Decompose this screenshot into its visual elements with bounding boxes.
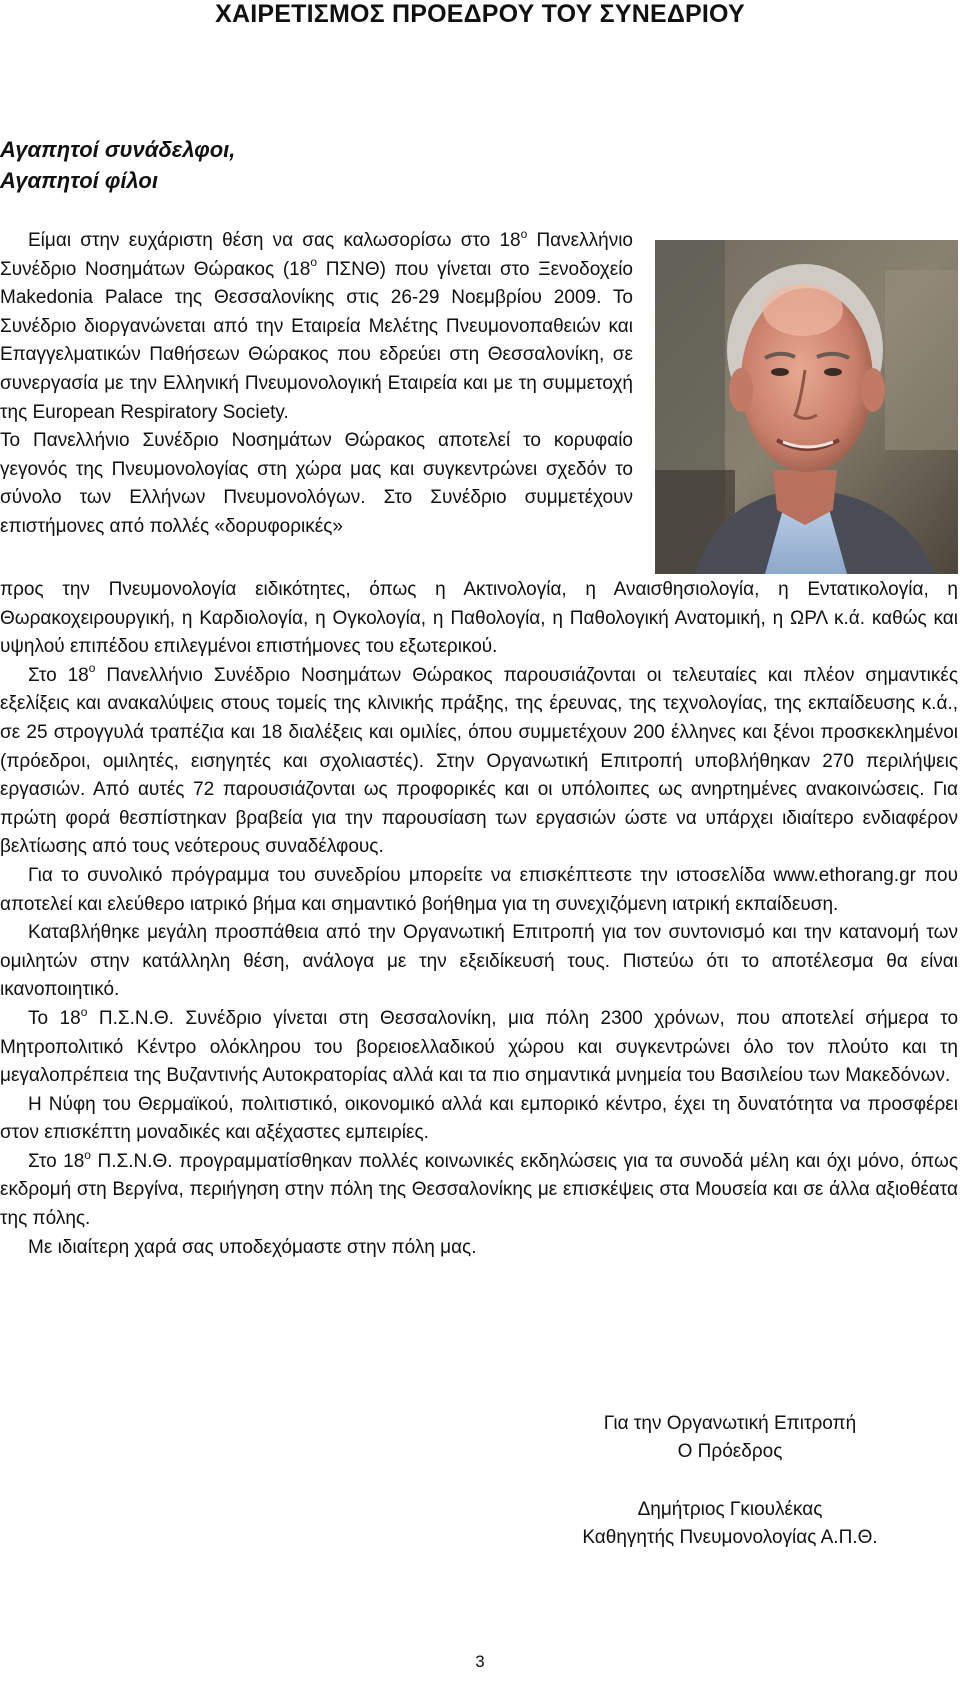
signature-name: Δημήτριος Γκιουλέκας bbox=[637, 1499, 823, 1520]
greeting-line-1: Αγαπητοί συνάδελφοι, bbox=[0, 137, 236, 162]
president-photo bbox=[655, 240, 958, 574]
paragraph-1-part-a: Είμαι στην ευχάριστη θέση να σας καλωσορίσω στο 18 bbox=[28, 230, 521, 251]
page-title: ΧΑΙΡΕΤΙΣΜΟΣ ΠΡΟΕΔΡΟΥ ΤΟΥ ΣΥΝΕΔΡΙΟΥ bbox=[215, 0, 745, 28]
paragraph-1 bbox=[0, 227, 633, 427]
paragraph-3-part-a: Στο 18 bbox=[28, 664, 89, 686]
paragraph-8-part-a: Στο 18 bbox=[28, 1150, 85, 1172]
paragraph-4: Για το συνολικό πρόγραμμα του συνεδρίου μπορείτε να επισκέπτεστε την ιστοσελίδα www.ethorang.gr που αποτελεί και ελεύθερο ιατρικό βήμα και σημαντικό βοήθημα για τη συνεχιζόμενη ιατρική εκπαίδευση. bbox=[0, 864, 958, 915]
paragraph-3-part-b: Πανελλήνιο Συνέδριο Νοσημάτων Θώρακος παρουσιάζονται οι τελευταίες και πλέον σημαντικές εξελίξεις και ανακαλύψεις στους τομείς της κλινικής πράξης, της έρευνας, της τεχνολογίας, της εκπαίδευσης κ.ά., σε 25 στρογγυλά τραπέζια και 18 διαλέξεις και ομιλίες, όπου συμμετέχουν 200 έλληνες και ξένοι προσκεκλημένοι (πρόεδροι, ομιλητές, εισηγητές και σχολιαστές). Στην Οργανωτική Επιτροπή υποβλήθηκαν 270 περιλήψεις εργασιών. Από αυτές 72 παρουσιάζονται ως προφορικές και οι υπόλοιπες ως ανηρτημένες ανακοινώσεις. Για πρώτη φορά θεσπίστηκαν βραβεία για την παρουσίαση των εργασιών ώστε να υπάρχει ιδιαίτερο ενδιαφέρον βελτίωσης από τους νεότερους συναδέλφους. bbox=[0, 664, 958, 858]
page-number: 3 bbox=[475, 1652, 485, 1671]
signature-title: Καθηγητής Πνευμονολογίας Α.Π.Θ. bbox=[582, 1527, 878, 1548]
paragraph-6-part-b: Π.Σ.Ν.Θ. Συνέδριο γίνεται στη Θεσσαλονίκη, μια πόλη 2300 χρόνων, που αποτελεί σήμερα το Μητροπολιτικό Κέντρο ολόκληρου του βορειοελλαδικού χώρου και συγκεντρώνει όλο τον πλούτο και τη μεγαλοπρέπεια της Βυζαντινής Αυτοκρατορίας αλλά και τα πιο σημαντικά μνημεία του Βασιλείου των Μακεδόνων. bbox=[0, 1007, 959, 1087]
paragraph-3-ordinal: ο bbox=[88, 661, 96, 676]
paragraph-9: Με ιδιαίτερη χαρά σας υποδεχόμαστε στην πόλη μας. bbox=[28, 1236, 477, 1258]
paragraph-8 bbox=[0, 1148, 958, 1234]
paragraph-8-ordinal: ο bbox=[84, 1147, 91, 1162]
paragraph-7: Η Νύφη του Θερμαϊκού, πολιτιστικό, οικονομικό αλλά και εμπορικό κέντρο, έχει τη δυνατότητα να προσφέρει στον επισκέπτη μοναδικές και αξέχαστες εμπειρίες. bbox=[0, 1093, 958, 1144]
paragraph-1-part-c: ΠΣΝΘ) που γίνεται στο Ξενοδοχείο Makedonia Palace της Θεσσαλονίκης στις 26-29 Νοεμβρίου 2009. Το Συνέδριο διοργανώνεται από την Εταιρεία Μελέτης Πνευμονοπαθειών και Επαγγελματικών Παθήσεων Θώρακος που εδρεύει στη Θεσσαλονίκη, σε συνεργασία με την Ελληνική Πνευμονολογική Εταιρεία και με τη συμμετοχή της European Respiratory Society. bbox=[0, 258, 633, 423]
paragraph-2-end: προς την Πνευμονολογία ειδικότητες, όπως η Ακτινολογία, η Αναισθησιολογία, η Εντατικολογία, η Θωρακοχειρουργική, η Καρδιολογία, η Ογκολογία, η Παθολογία, η Παθολογική Ανατομική, η ΩΡΛ κ.ά. καθώς και υψηλού επιπέδου επιλεγμένοι επιστήμονες του εξωτερικού. bbox=[0, 579, 958, 658]
main-text-block bbox=[0, 576, 958, 1262]
paragraph-6-ordinal: ο bbox=[80, 1004, 88, 1019]
signature-role: Ο Πρόεδρος bbox=[677, 1441, 783, 1462]
paragraph-1-ordinal-2: ο bbox=[310, 255, 317, 270]
greeting-line-2: Αγαπητοί φίλοι bbox=[0, 168, 158, 193]
paragraph-6 bbox=[0, 1005, 958, 1091]
paragraph-1-part-b: Πανελλήνιο Συνέδριο Νοσημάτων Θώρακος (18 bbox=[0, 230, 633, 280]
paragraph-6-part-a: Το 18 bbox=[28, 1007, 81, 1029]
paragraph-2-start: Το Πανελλήνιο Συνέδριο Νοσημάτων Θώρακος αποτελεί το κορυφαίο γεγονός της Πνευμονολογίας στη χώρα μας και συγκεντρώνει σχεδόν το σύνολο των Ελλήνων Πνευμονολόγων. Στο Συνέδριο συμμετέχουν επιστήμονες από πολλές «δορυφορικές» bbox=[0, 430, 633, 537]
paragraph-1-ordinal-1: ο bbox=[520, 226, 528, 241]
paragraph-3 bbox=[0, 662, 958, 862]
signature-committee: Για την Οργανωτική Επιτροπή bbox=[603, 1413, 857, 1434]
paragraph-5: Καταβλήθηκε μεγάλη προσπάθεια από την Οργανωτική Επιτροπή για τον συντονισμό και την κατανομή των ομιλητών στην κατάλληλη θέση, ανάλογα με την εξειδίκευσή τους. Πιστεύω ότι το αποτέλεσμα θα είναι ικανοποιητικό. bbox=[0, 922, 958, 1001]
greeting bbox=[0, 134, 235, 196]
intro-text-block bbox=[0, 227, 633, 542]
paragraph-8-part-b: Π.Σ.Ν.Θ. προγραμματίσθηκαν πολλές κοινωνικές εκδηλώσεις για τα συνοδά μέλη και όχι μόνο, όπως εκδρομή στη Βεργίνα, περιήγηση στην πόλη της Θεσσαλονίκης με επισκέψεις στα Μουσεία και σε άλλα αξιοθέατα της πόλης. bbox=[0, 1150, 958, 1230]
